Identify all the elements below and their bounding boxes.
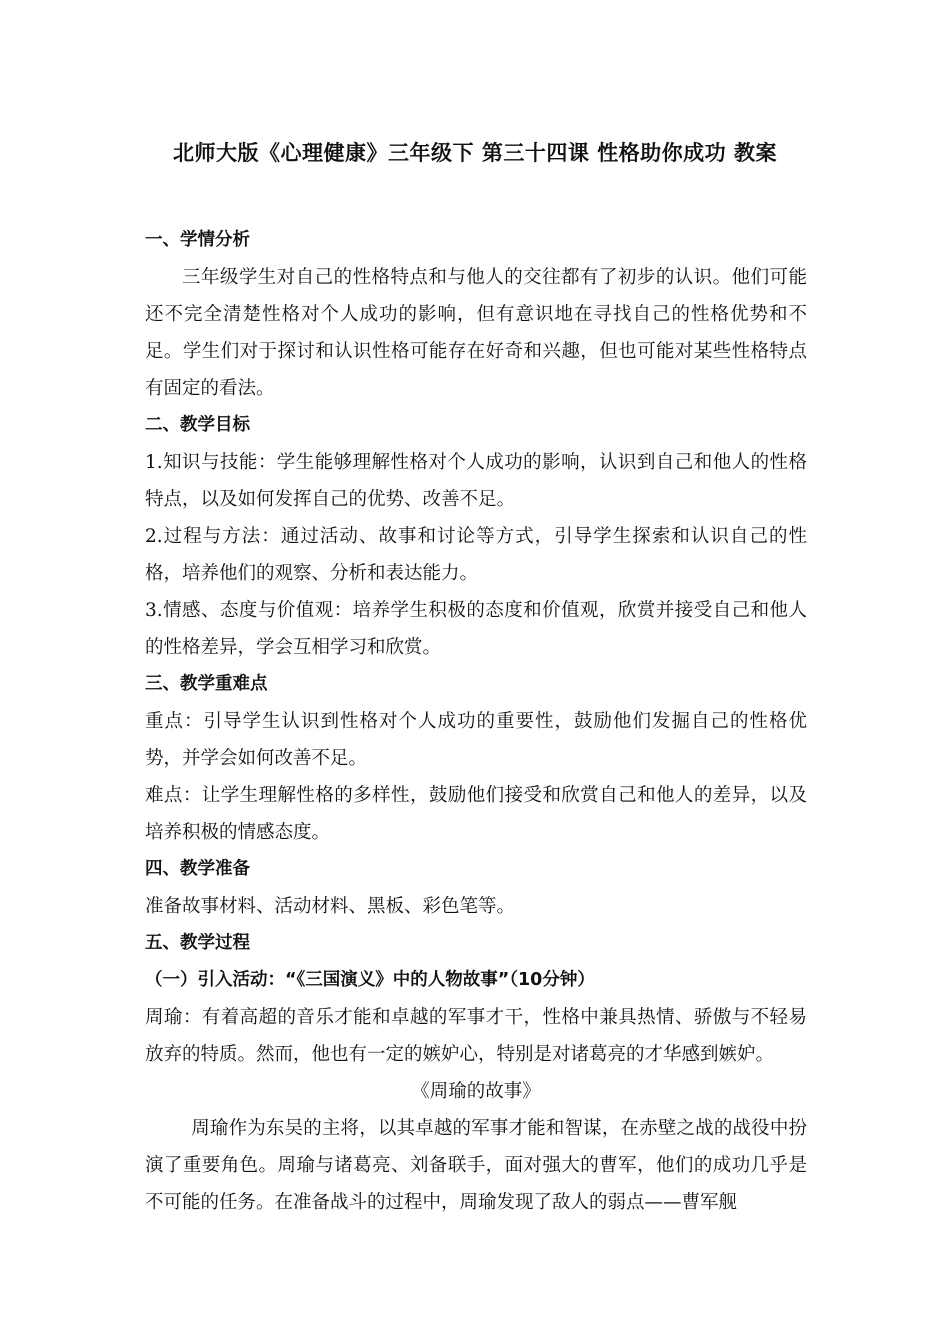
story-title: 《周瑜的故事》: [411, 1081, 541, 1102]
zhouyu-description: 周瑜：有着高超的音乐才能和卓越的军事才干，性格中兼具热情、骄傲与不轻易放弃的特质。然而，他也有一定的嫉妒心，特别是对诸葛亮的才华感到嫉妒。: [145, 1007, 807, 1065]
section-1-paragraph: 三年级学生对自己的性格特点和与他人的交往都有了初步的认识。他们可能还不完全清楚性格对个人成功的影响，但有意识地在寻找自己的性格优势和不足。学生们对于探讨和认识性格可能存在好奇和兴趣，但也可能对某些性格特点有固定的看法。: [145, 267, 807, 399]
objective-item-1: 1.知识与技能：学生能够理解性格对个人成功的影响，认识到自己和他人的性格特点，以及如何发挥自己的优势、改善不足。: [145, 452, 807, 510]
section-heading-3: 三、教学重难点: [145, 674, 268, 694]
document-body: [145, 222, 807, 1221]
section-heading-1: 一、学情分析: [145, 230, 250, 250]
subsection-heading-1: （一）引入活动：“《三国演义》中的人物故事”（10分钟）: [145, 970, 595, 990]
section-heading-5: 五、教学过程: [145, 933, 250, 953]
section-heading-2: 二、教学目标: [145, 415, 250, 435]
difficult-point: 难点：让学生理解性格的多样性，鼓励他们接受和欣赏自己和他人的差异，以及培养积极的情感态度。: [145, 785, 807, 843]
document-title: 北师大版《心理健康》三年级下 第三十四课 性格助你成功 教案: [173, 141, 777, 165]
story-paragraph: 周瑜作为东吴的主将，以其卓越的军事才能和智谋，在赤壁之战的战役中扮演了重要角色。周瑜与诸葛亮、刘备联手，面对强大的曹军，他们的成功几乎是不可能的任务。在准备战斗的过程中，周瑜发现了敌人的弱点——曹军舰: [145, 1118, 807, 1213]
preparation-paragraph: 准备故事材料、活动材料、黑板、彩色笔等。: [145, 896, 516, 917]
key-point: 重点：引导学生认识到性格对个人成功的重要性，鼓励他们发掘自己的性格优势，并学会如何改善不足。: [145, 711, 807, 769]
section-heading-4: 四、教学准备: [145, 859, 250, 879]
objective-item-2: 2.过程与方法：通过活动、故事和讨论等方式，引导学生探索和认识自己的性格，培养他们的观察、分析和表达能力。: [145, 526, 807, 584]
objective-item-3: 3.情感、态度与价值观：培养学生积极的态度和价值观，欣赏并接受自己和他人的性格差异，学会互相学习和欣赏。: [145, 600, 807, 658]
